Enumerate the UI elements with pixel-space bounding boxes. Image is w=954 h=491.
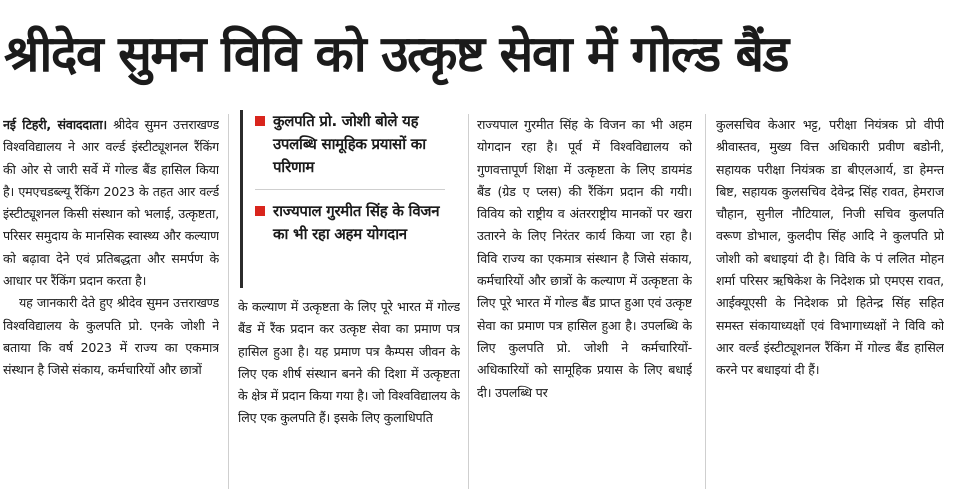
- highlight-item: [255, 200, 457, 246]
- highlight-box: [240, 110, 457, 288]
- highlight-text: राज्यपाल गुरमीत सिंह के विजन का भी रहा अहम योगदान: [273, 202, 440, 243]
- paragraph-4: राज्यपाल गुरमीत सिंह के विजन का भी अहम योगदान रहा है। पूर्व में विश्वविद्यालय को गुणवत्तापूर्ण शिक्षा में उत्कृष्टता के लिए डायमंड बैंड (ग्रेड ए प्लस) की रैंकिंग प्रदान की गयी। विविय को राष्ट्रीय व अंतरराष्ट्रीय मानकों पर खरा उतारने के लिए निरंतर कार्य किया जा रहा है। विवि राज्य का एकमात्र संस्थान है जिसे संकाय, कर्मचारियों और छात्रों के कल्याण में उत्कृष्टता के लिए पूरे भारत में गोल्ड बैंड प्राप्त हुआ एवं उत्कृष्ट सेवा का प्रमाण पत्र हासिल हुआ है। उपलब्धि के लिए कुलपति प्रो. जोशी ने कर्मचारियों-अधिकारियों को सामूहिक प्रयास के लिए बधाई दी। उपलब्धि पर: [477, 117, 692, 400]
- headline: श्रीदेव सुमन विवि को उत्कृष्ट सेवा में गोल्ड बैंड: [4, 25, 788, 83]
- highlight-separator: [255, 189, 445, 190]
- article-column-1: [3, 114, 219, 489]
- paragraph-5: कुलसचिव केआर भट्ट, परीक्षा नियंत्रक प्रो वीपी श्रीवास्तव, मुख्य वित्त अधिकारी प्रवीण बडोनी, सहायक परीक्षा नियंत्रक डा बीएलआर्य, डा हेमन्त बिष्ट, सहायक कुलसचिव देवेन्द्र सिंह रावत, हेमराज चौहान, सुनील नौटियाल, निजी सचिव कुलपति वरूण डोभाल, कुलदीप सिंह आदि ने कुलपति प्रो जोशी को बधाइयां दी है। विवि के पं ललित मोहन शर्मा परिसर ऋषिकेश के निदेशक प्रो एमएस रावत, आईक्यूएसी के निदेशक प्रो हितेन्द्र सिंह सहित समस्त संकायाध्यक्षों एवं विभागाध्यक्षों ने विवि को आर वर्ल्ड इंस्टीट्यूशनल रैंकिंग में गोल्ड बैंड हासिल करने पर बधाइयां दी हैं।: [716, 117, 944, 378]
- article-column-4: [716, 114, 944, 489]
- paragraph-2: यह जानकारी देते हुए श्रीदेव सुमन उत्तराखण्ड विश्वविद्यालय के कुलपति प्रो. एनके जोशी ने बताया कि वर्ष 2023 में राज्य का एकमात्र संस्थान है जिसे संकाय, कर्मचारियों और छात्रों: [3, 295, 219, 378]
- dateline: नई टिहरी, संवाददाता।: [3, 117, 107, 132]
- paragraph-1-text: श्रीदेव सुमन उत्तराखण्ड विश्वविद्यालय ने आर वर्ल्ड इंस्टीट्यूशनल रैंकिंग की ओर से जारी सर्वे में गोल्ड बैंड हासिल किया है। एमएचडब्ल्यू रैंकिंग 2023 के तहत आर वर्ल्ड इंस्टीट्यूशनल किसी संस्थान को भलाई, उत्कृष्टता, परिसर समुदाय के मानसिक स्वास्थ्य और कल्याण को बढ़ावा देने एवं प्रतिबद्धता और समर्पण के आधार पर रैंकिंग प्रदान करता है।: [3, 117, 219, 289]
- red-square-bullet-icon: [255, 206, 265, 216]
- red-square-bullet-icon: [255, 116, 265, 126]
- paragraph-1: [3, 114, 219, 292]
- column-divider: [228, 114, 229, 489]
- article-column-2: [238, 296, 460, 489]
- column-divider: [468, 114, 469, 489]
- article-column-3: [477, 114, 692, 489]
- highlight-item: [255, 110, 457, 179]
- column-divider: [705, 114, 706, 489]
- paragraph-3: के कल्याण में उत्कृष्टता के लिए पूरे भारत में गोल्ड बैंड में रैंक प्रदान कर उत्कृष्ट सेवा का प्रमाण पत्र हासिल हुआ है। यह प्रमाण पत्र कैम्पस जीवन के लिए एक शीर्ष संस्थान बनने की दिशा में उत्कृष्टता के क्षेत्र में प्रदान किया गया है। जो विश्वविद्यालय के लिए एक कुलपति हैं। इसके लिए कुलाधिपति: [238, 299, 460, 426]
- highlight-text: कुलपति प्रो. जोशी बोले यह उपलब्धि सामूहिक प्रयासों का परिणाम: [273, 112, 426, 176]
